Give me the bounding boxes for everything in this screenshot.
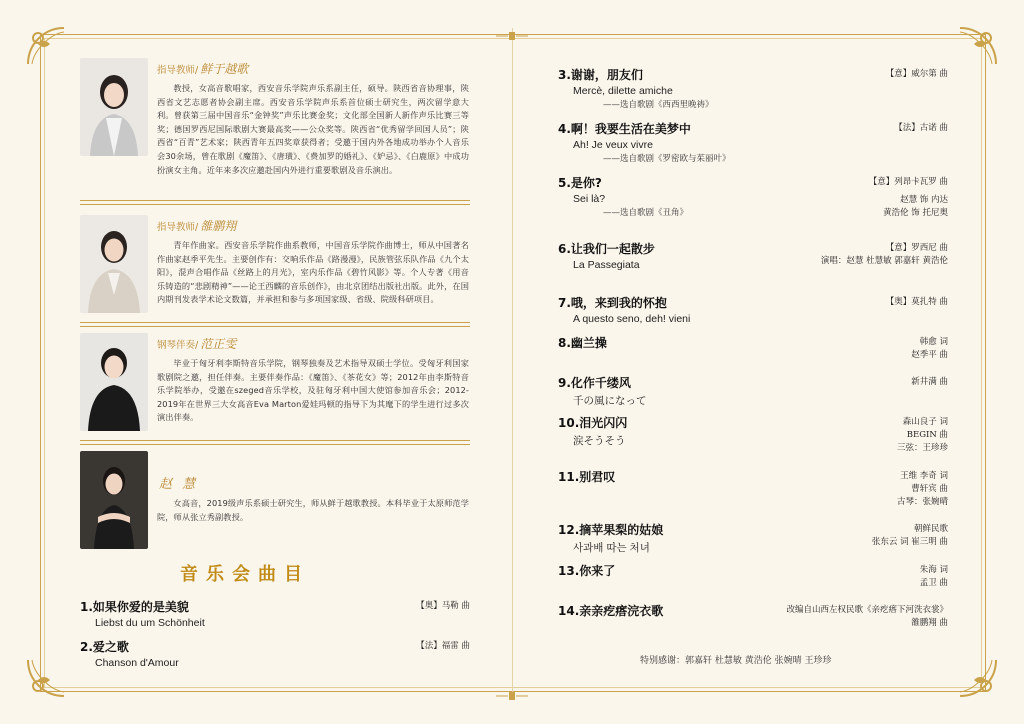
piece-subtitle: 사과배 따는 처녀: [573, 542, 650, 554]
bio-name: 赵 慧: [159, 477, 199, 492]
credit-line: 【奥】马勒 曲: [416, 601, 470, 611]
piece-title: 1.如果你爱的是美貌: [80, 600, 189, 614]
program-item: [558, 294, 948, 325]
piece-subtitle: Sei là?: [573, 193, 606, 205]
bio-info: [157, 473, 469, 524]
ornament-mark-icon: [496, 686, 528, 696]
credit-line: 朱海 词: [919, 565, 948, 575]
piece-title: 11.别君叹: [558, 470, 616, 484]
piece-credits: [911, 376, 948, 389]
credit-line: 【意】威尔第 曲: [885, 69, 948, 79]
program-item: [558, 521, 948, 555]
piece-note: ——选自歌剧《罗密欧与茱丽叶》: [603, 154, 731, 164]
piece-credits: [416, 640, 470, 653]
credit-line: 森山良子 词: [902, 417, 948, 427]
bio-text: 教授，女高音歌唱家，西安音乐学院声乐系副主任，硕导。陕西省音协理事，陕西省文艺志愿者协会副主席。西安音乐学院声乐系首位硕士研究生，两次留学意大利。曾获第三届中国音乐“金钟奖”声乐比赛金奖；文化部全国新人新作声乐比赛三等奖；德国罗西尼国际歌剧大赛最高奖——公众奖等。陕西省“优秀留学回国人员”；陕西省“百青”艺术家；陕西青年五四奖章获得者；受邀于国内外各地成功举办个人音乐会30余场，曾在歌剧《魔笛》、《唐璜》、《费加罗的婚礼》、《妒忌》、《白鹿原》中成功扮演女主角。近年来多次应邀赴国内外进行重要歌剧及音乐演出。: [157, 83, 469, 175]
bio-role: 指导教师/: [157, 65, 199, 76]
credit-line: 孟卫 曲: [919, 578, 948, 588]
piece-title: 10.泪光闪闪: [558, 416, 628, 430]
credit-line: 演唱：赵慧 杜慧敏 郭嘉轩 黄浩伦: [820, 256, 948, 266]
section-divider: [80, 322, 470, 327]
piece-subtitle: A questo seno, deh! vieni: [573, 313, 691, 325]
corner-ornament-icon: [956, 24, 1000, 68]
bio-info: [157, 333, 469, 425]
section-divider: [80, 200, 470, 205]
corner-ornament-icon: [956, 656, 1000, 700]
program-item: [80, 638, 470, 669]
piece-credits: [920, 564, 948, 590]
piece-credits: [821, 242, 948, 268]
credit-line: 赵慧 饰 内达: [900, 195, 948, 205]
piece-credits: [897, 470, 948, 509]
credit-line: 王维 李奇 词: [900, 471, 948, 481]
piece-title: 2.爱之歌: [80, 640, 129, 654]
piece-credits: [911, 336, 948, 362]
center-fold: [512, 28, 513, 696]
bio-text: 女高音，2019级声乐系硕士研究生，师从鲜于越歌教授。本科毕业于太原师范学院，师从张立秀副教授。: [157, 498, 469, 522]
piece-note: ——选自歌剧《丑角》: [603, 208, 689, 218]
credit-line: 雒鹏翔 曲: [911, 618, 948, 628]
bio-role: 指导教师/: [157, 222, 199, 233]
bio-name: 雒鹏翔: [200, 219, 237, 233]
credit-line: 【奥】莫扎特 曲: [885, 297, 948, 307]
credit-line: 【法】古诺 曲: [894, 123, 948, 133]
piece-subtitle: Liebst du um Schönheit: [95, 617, 205, 629]
ornament-mark-icon: [496, 26, 528, 36]
section-divider: [80, 440, 470, 445]
program-item: [558, 468, 948, 507]
program-item: [558, 602, 948, 628]
piece-credits: [416, 600, 470, 613]
portrait-photo: [80, 333, 148, 431]
piece-credits: [872, 523, 948, 549]
program-item: [558, 562, 948, 588]
piece-note: ——选自歌剧《西西里晚祷》: [603, 100, 714, 110]
program-item: [80, 598, 470, 629]
corner-ornament-icon: [24, 24, 68, 68]
piece-subtitle: 涙そうそう: [573, 435, 626, 447]
credit-line: 古琴：张婉晴: [896, 497, 948, 507]
piece-title: 4.啊！我要生活在美梦中: [558, 122, 691, 136]
credit-line: BEGIN 曲: [906, 430, 948, 440]
piece-subtitle: Mercè, dilette amiche: [573, 85, 673, 97]
piece-title: 5.是你?: [558, 176, 602, 190]
program-item: [558, 334, 948, 360]
bio-info: [157, 58, 469, 177]
credit-line: 【法】福雷 曲: [416, 641, 470, 651]
piece-title: 6.让我们一起散步: [558, 242, 655, 256]
piece-credits: [897, 416, 948, 455]
piece-title: 7.哦，来到我的怀抱: [558, 296, 667, 310]
portrait-photo: [80, 215, 148, 313]
piece-credits: [894, 122, 948, 135]
bio-text: 毕业于匈牙利李斯特音乐学院，钢琴独奏及艺术指导双硕士学位。受匈牙利国家歌剧院之邀，担任伴奏。主要伴奏作品：《魔笛》、《茶花女》等；2012年由李斯特音乐学院举办，受邀在szeged音乐学校，及驻匈牙利中国大使馆参加音乐会；2012-2019年在世界三大女高音Eva Marton爱娃玛顿的指导下为其麾下的学生进行过多次演出伴奏。: [157, 358, 469, 423]
corner-ornament-icon: [24, 656, 68, 700]
credit-line: 【意】罗西尼 曲: [885, 243, 948, 253]
piece-title: 8.幽兰操: [558, 336, 607, 350]
piece-subtitle: 千の風になって: [573, 395, 647, 407]
credit-line: 新井满 曲: [911, 377, 948, 387]
bio-name: 鲜于越歌: [200, 62, 249, 76]
program-item: [558, 414, 948, 453]
piece-subtitle: Chanson d'Amour: [95, 657, 179, 669]
credit-line: 改编自山西左权民歌《亲疙瘩下河洗衣裳》: [786, 605, 948, 615]
credit-line: 张东云 词 崔三明 曲: [871, 537, 948, 547]
credit-line: 朝鲜民歌: [913, 524, 948, 534]
piece-credits: [886, 296, 948, 309]
program-item: [558, 374, 948, 408]
credit-line: 曹轩宾 曲: [911, 484, 948, 494]
piece-subtitle: La Passegiata: [573, 259, 640, 271]
portrait-photo: [80, 451, 148, 549]
bio-role: 钢琴伴奏/: [157, 340, 199, 351]
credit-line: 赵季平 曲: [911, 350, 948, 360]
credit-line: 黄浩伦 饰 托尼奥: [883, 208, 948, 218]
credit-line: 三弦：王珍珍: [896, 443, 948, 453]
bio-text: 青年作曲家。西安音乐学院作曲系教师，中国音乐学院作曲博士，师从中国著名作曲家赵季平先生。主要创作有：交响乐作品《路漫漫》，民族管弦乐队作品《九个太阳》，混声合唱作品《丝路上的月光》，室内乐作品《碧竹风影》等。个人专著《用音乐铸造的“悲剧精神”——论王西麟的音乐创作》，由北京团结出版社出版。此外，在国内期刊发表学术论文数篇，并承担和参与多项国家级、省级、院级科研项目。: [157, 240, 469, 305]
piece-credits: [886, 68, 948, 81]
portrait-photo: [80, 58, 148, 156]
program-title: 音乐会曲目: [180, 564, 310, 585]
piece-credits: [869, 176, 948, 220]
program-item: [558, 174, 948, 218]
piece-subtitle: Ah! Je veux vivre: [573, 139, 653, 151]
piece-title: 12.摘苹果梨的姑娘: [558, 523, 664, 537]
program-item: [558, 240, 948, 271]
piece-credits: [786, 604, 948, 630]
special-thanks: 特别感谢：郭嘉轩 杜慧敏 黄浩伦 张婉晴 王珍珍: [640, 656, 832, 666]
piece-title: 13.你来了: [558, 564, 616, 578]
bio-info: [157, 215, 469, 307]
piece-title: 14.亲亲疙瘩浣衣歌: [558, 604, 664, 618]
credit-line: 【意】列昂卡瓦罗 曲: [868, 177, 948, 187]
piece-title: 3.谢谢，朋友们: [558, 68, 643, 82]
program-item: [558, 66, 948, 110]
program-item: [558, 120, 948, 164]
bio-name: 范正雯: [200, 337, 237, 351]
piece-title: 9.化作千缕风: [558, 376, 631, 390]
credit-line: 韩愈 词: [919, 337, 948, 347]
